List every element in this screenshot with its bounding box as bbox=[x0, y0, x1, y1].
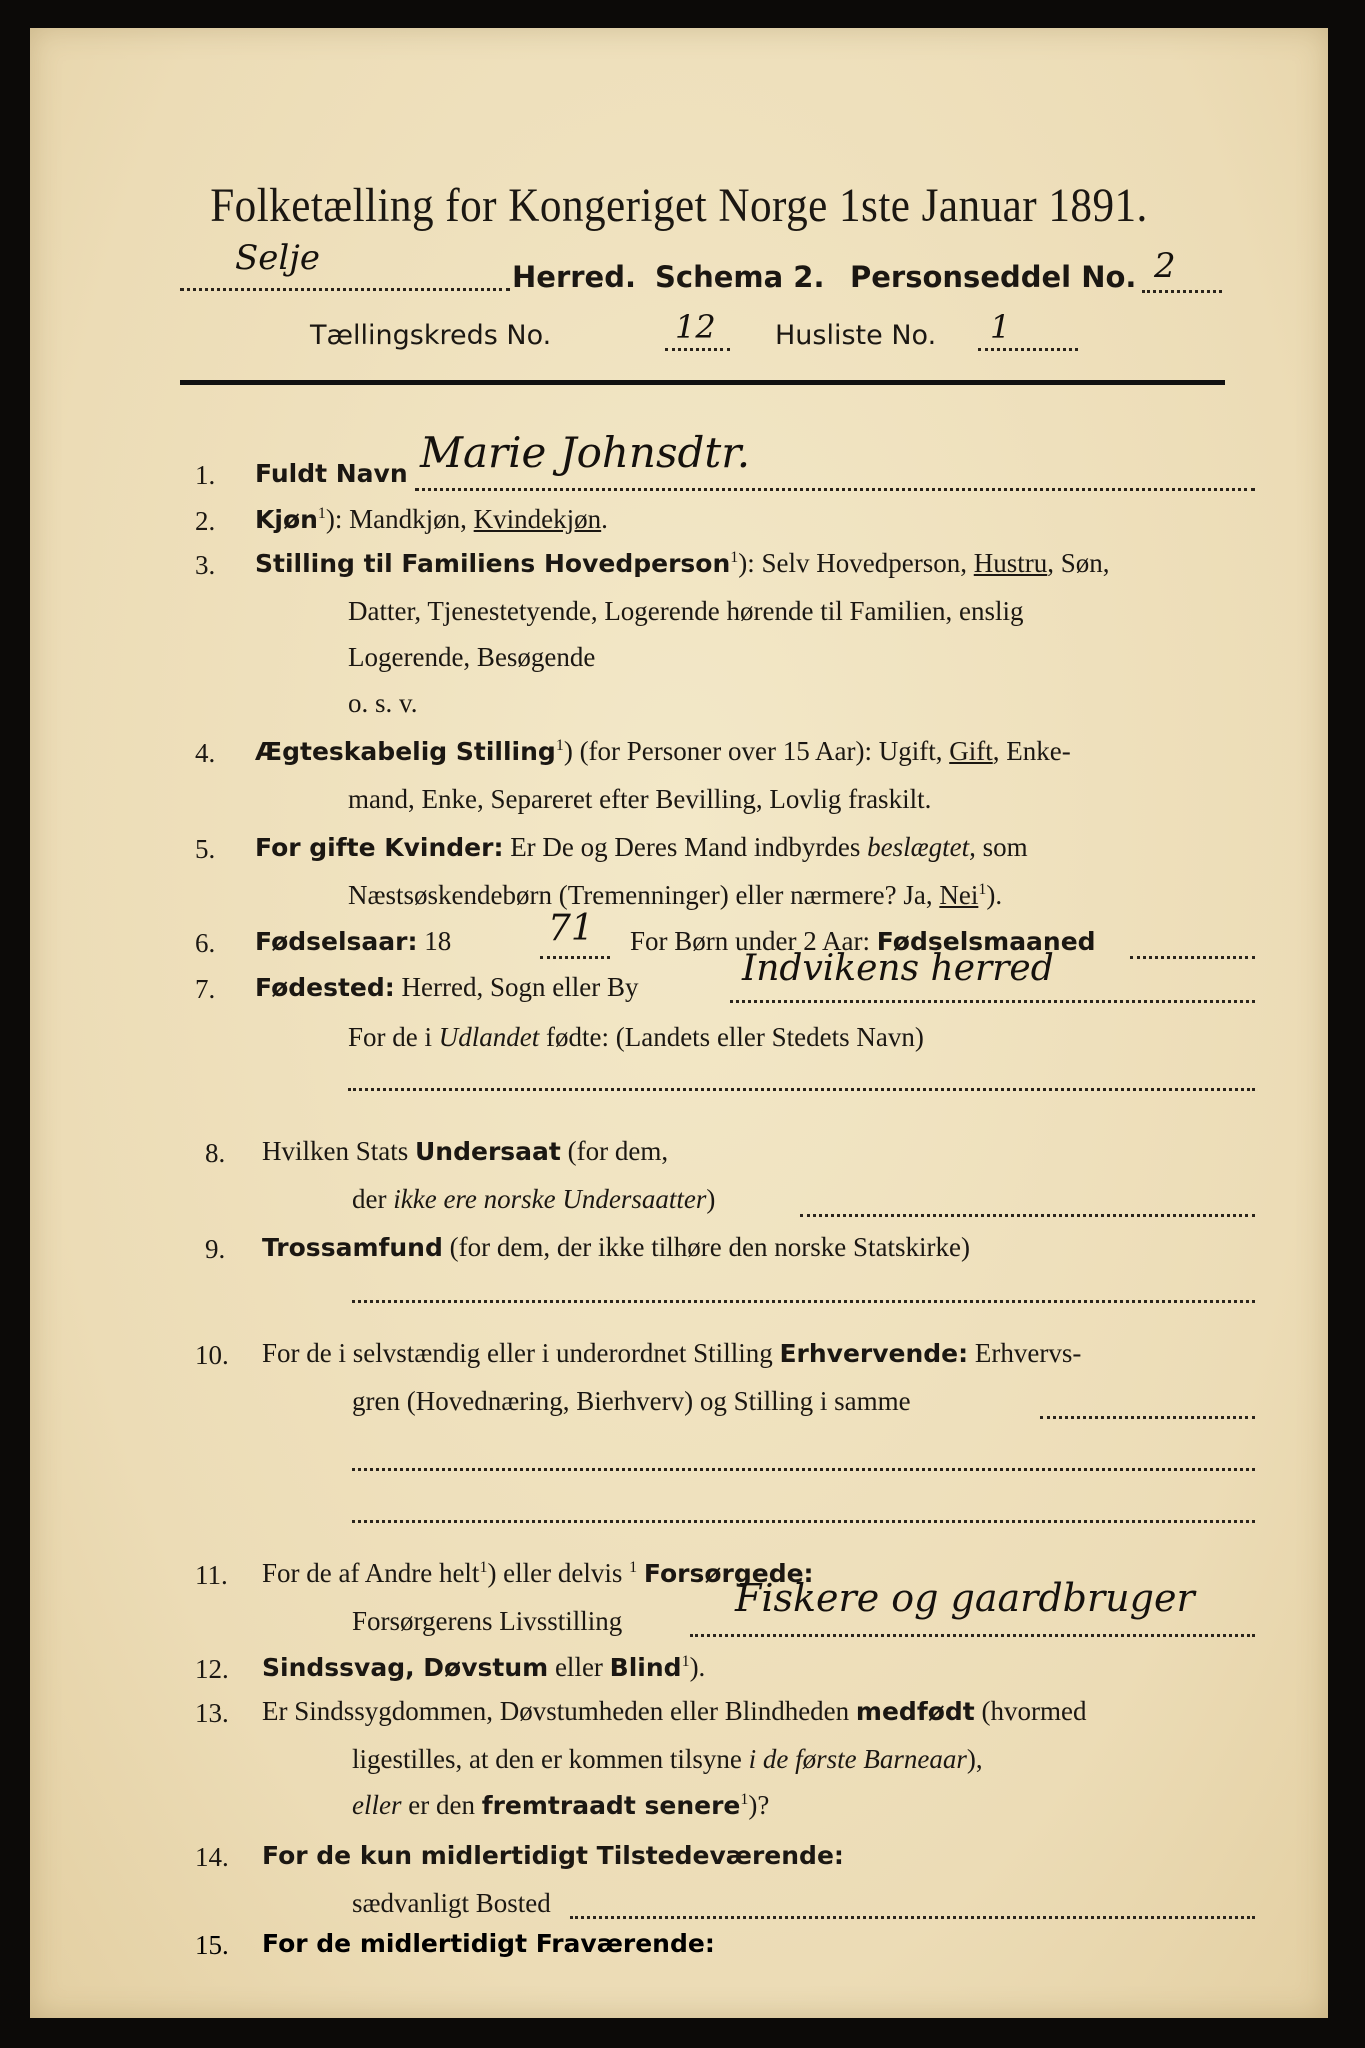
q14-num: 14. bbox=[195, 1842, 229, 1872]
q13-label: medfødt bbox=[855, 1697, 975, 1726]
q5-ital: beslægtet, bbox=[867, 832, 976, 862]
q5-line1 bbox=[255, 832, 1028, 863]
q6-dots bbox=[1130, 956, 1255, 959]
q2-text-a: ): Mandkjøn, bbox=[325, 504, 474, 534]
q10-num: 10. bbox=[195, 1340, 229, 1370]
q4-label: Ægteskabelig Stilling bbox=[255, 737, 556, 766]
kreds-dots bbox=[665, 348, 730, 351]
q13-num: 13. bbox=[195, 1698, 229, 1728]
q13-line2a: ligestilles, at den er kommen tilsyne bbox=[352, 1744, 749, 1774]
personseddel-dots bbox=[1142, 290, 1222, 293]
husliste-label: Husliste No. bbox=[775, 320, 937, 351]
q5-line2a: Næstsøskendebørn (Tremenninger) eller nærmere? Ja, bbox=[348, 880, 940, 910]
q8-dots bbox=[800, 1214, 1255, 1217]
q5-num: 5. bbox=[195, 834, 216, 864]
husliste-value: 1 bbox=[990, 308, 1011, 346]
q6-num: 6. bbox=[195, 928, 216, 958]
q13-line2b: ), bbox=[966, 1744, 983, 1774]
q1-num: 1. bbox=[195, 460, 216, 490]
q12-sup: 1 bbox=[681, 1653, 690, 1670]
q11-text-b: ) eller delvis bbox=[487, 1558, 630, 1588]
personseddel-label: Personseddel No. bbox=[850, 260, 1137, 294]
census-form bbox=[30, 28, 1328, 2018]
q2-sup: 1 bbox=[317, 505, 326, 522]
q2-selected: Kvindekjøn bbox=[473, 504, 602, 534]
q11-value: Fiskere og gaardbruger bbox=[735, 1576, 1195, 1620]
q6-year-value: 71 bbox=[548, 908, 594, 949]
personseddel-value: 2 bbox=[1154, 246, 1176, 286]
q13-line3 bbox=[352, 1790, 769, 1821]
q12-text-b: ). bbox=[689, 1652, 706, 1682]
q10-line2: gren (Hovednæring, Bierhverv) og Stilling i samme bbox=[352, 1386, 911, 1416]
q7-dots bbox=[730, 1000, 1255, 1003]
q5-label: For gifte Kvinder: bbox=[255, 833, 504, 862]
q5-sup: 1 bbox=[978, 881, 987, 898]
q4-num: 4. bbox=[195, 738, 216, 768]
q7-ital: Udlandet bbox=[438, 1022, 540, 1052]
q13-line1 bbox=[262, 1696, 1086, 1727]
herred-value: Selje bbox=[235, 238, 320, 278]
q6-line bbox=[255, 926, 451, 957]
q8-ital: ikke ere norske Undersaatter bbox=[393, 1184, 707, 1214]
kreds-value: 12 bbox=[675, 308, 716, 346]
q8-line1 bbox=[262, 1136, 668, 1167]
schema-label: Schema 2. bbox=[655, 260, 825, 294]
q4-text-b: , Enke- bbox=[992, 736, 1071, 766]
q4-line2: mand, Enke, Separeret efter Bevilling, Lovlig fraskilt. bbox=[348, 784, 932, 814]
q3-line3: Logerende, Besøgende bbox=[348, 642, 596, 672]
q6-label: Fødselsaar: bbox=[255, 927, 418, 956]
q8-line2b: ) bbox=[706, 1184, 716, 1214]
q3-selected: Hustru bbox=[973, 548, 1048, 578]
q6-year-prefix: 18 bbox=[417, 926, 452, 956]
q1-label bbox=[255, 458, 408, 489]
q3-text-b: , Søn, bbox=[1047, 548, 1110, 578]
q8-line2a: der bbox=[352, 1184, 394, 1214]
q2-text-b: . bbox=[601, 504, 608, 534]
form-title: Folketælling for Kongeriget Norge 1ste Januar 1891. bbox=[210, 179, 1148, 232]
q2-line bbox=[255, 504, 608, 535]
q7-value: Indvikens herred bbox=[742, 948, 1054, 989]
q4-text-a: ) (for Personer over 15 Aar): Ugift, bbox=[563, 736, 950, 766]
q10-text-b: Erhvervs- bbox=[968, 1338, 1082, 1368]
q3-line2: Datter, Tjenestetyende, Logerende hørende til Familien, enslig bbox=[348, 596, 1024, 626]
q13-ital: i de første Barneaar bbox=[748, 1744, 967, 1774]
q10-dots1 bbox=[1040, 1416, 1255, 1419]
q4-selected: Gift bbox=[949, 736, 993, 766]
q1-dots bbox=[415, 488, 1255, 491]
q6-label2: Fødselsmaaned bbox=[876, 927, 1096, 956]
q3-sup: 1 bbox=[730, 549, 739, 566]
q14-dots bbox=[570, 1916, 1255, 1919]
q5-line2b: ). bbox=[986, 880, 1003, 910]
q10-label: Erhvervende: bbox=[779, 1339, 969, 1368]
q11-sup-b: 1 bbox=[629, 1559, 638, 1576]
q11-line2: Forsørgerens Livsstilling bbox=[352, 1606, 623, 1636]
q11-label: Forsørgede: bbox=[643, 1559, 814, 1588]
q9-dots bbox=[352, 1300, 1255, 1303]
q10-dots2 bbox=[352, 1468, 1255, 1471]
q6-text-a: For Børn under 2 Aar: bbox=[630, 926, 877, 956]
q11-num: 11. bbox=[195, 1560, 228, 1590]
q3-num: 3. bbox=[195, 550, 216, 580]
q8-text-b: (for dem, bbox=[560, 1136, 669, 1166]
q7-line2a: For de i bbox=[348, 1022, 439, 1052]
q8-line2 bbox=[352, 1184, 715, 1215]
q10-dots3 bbox=[352, 1520, 1255, 1523]
q11-dots bbox=[690, 1634, 1255, 1637]
q8-num: 8. bbox=[205, 1138, 226, 1168]
herred-dots bbox=[180, 288, 510, 291]
q11-sup-a: 1 bbox=[479, 1559, 488, 1576]
q13-line3b: er den bbox=[401, 1790, 482, 1820]
herred-label: Herred. bbox=[512, 260, 636, 294]
q14-label: For de kun midlertidigt Tilstedeværende: bbox=[262, 1841, 844, 1870]
q5-selected: Nei bbox=[939, 880, 979, 910]
q7-label: Fødested: bbox=[255, 973, 395, 1002]
q5-text-b: som bbox=[975, 832, 1028, 862]
q12-line bbox=[262, 1652, 705, 1683]
q12-label: Sindssvag, Døvstum bbox=[262, 1653, 549, 1682]
q10-line1 bbox=[262, 1338, 1081, 1369]
header-rule bbox=[180, 380, 1225, 385]
q3-line1 bbox=[255, 548, 1110, 579]
q1-label-text: Fuldt Navn bbox=[255, 459, 408, 488]
q14-line2: sædvanligt Bosted bbox=[352, 1888, 551, 1918]
q7-line2 bbox=[348, 1022, 924, 1053]
q13-text-b: (hvormed bbox=[974, 1696, 1087, 1726]
q13-line2 bbox=[352, 1744, 983, 1775]
q13-line3c: )? bbox=[748, 1790, 770, 1820]
q9-text-a: (for dem, der ikke tilhøre den norske Statskirke) bbox=[442, 1232, 970, 1262]
q3-line4: o. s. v. bbox=[348, 688, 418, 718]
q9-line1 bbox=[262, 1232, 970, 1263]
q7-text-a: Herred, Sogn eller By bbox=[394, 972, 639, 1002]
q10-text-a: For de i selvstændig eller i underordnet Stilling bbox=[262, 1338, 780, 1368]
q1-value: Marie Johnsdtr. bbox=[420, 428, 751, 477]
q2-num: 2. bbox=[195, 506, 216, 536]
q11-line1 bbox=[262, 1558, 814, 1589]
q9-label: Trossamfund bbox=[262, 1233, 443, 1262]
q6-year-dots bbox=[540, 956, 610, 959]
kreds-label: Tællingskreds No. bbox=[310, 320, 552, 351]
q7-dots2 bbox=[348, 1088, 1255, 1091]
q4-line1 bbox=[255, 736, 1071, 767]
husliste-dots bbox=[978, 348, 1078, 351]
q8-text-a: Hvilken Stats bbox=[262, 1136, 415, 1166]
q2-label: Kjøn bbox=[255, 505, 318, 534]
q14-line1 bbox=[262, 1840, 844, 1871]
q7-line2b: fødte: (Landets eller Stedets Navn) bbox=[539, 1022, 924, 1052]
q3-text-a: ): Selv Hovedperson, bbox=[738, 548, 974, 578]
q12-num: 12. bbox=[195, 1654, 229, 1684]
q5-line2 bbox=[348, 880, 1002, 911]
q15-num: 15. bbox=[195, 1930, 229, 1960]
q7-line1 bbox=[255, 972, 638, 1003]
q13-text-a: Er Sindssygdommen, Døvstumheden eller Blindheden bbox=[262, 1696, 856, 1726]
q9-num: 9. bbox=[205, 1234, 226, 1264]
q13-sup: 1 bbox=[740, 1791, 749, 1808]
q7-num: 7. bbox=[195, 974, 216, 1004]
q8-label: Undersaat bbox=[415, 1137, 561, 1166]
q4-sup: 1 bbox=[555, 737, 564, 754]
q12-text-a: eller bbox=[548, 1652, 610, 1682]
q12-label2: Blind bbox=[609, 1653, 682, 1682]
q15-label: For de midlertidigt Fraværende: bbox=[262, 1929, 715, 1958]
q5-text-a: Er De og Deres Mand indbyrdes bbox=[503, 832, 868, 862]
q13-label2: fremtraadt senere bbox=[481, 1791, 741, 1820]
q11-text-a: For de af Andre helt bbox=[262, 1558, 480, 1588]
q13-line3a: eller bbox=[352, 1790, 402, 1820]
q3-label: Stilling til Familiens Hovedperson bbox=[255, 549, 731, 578]
